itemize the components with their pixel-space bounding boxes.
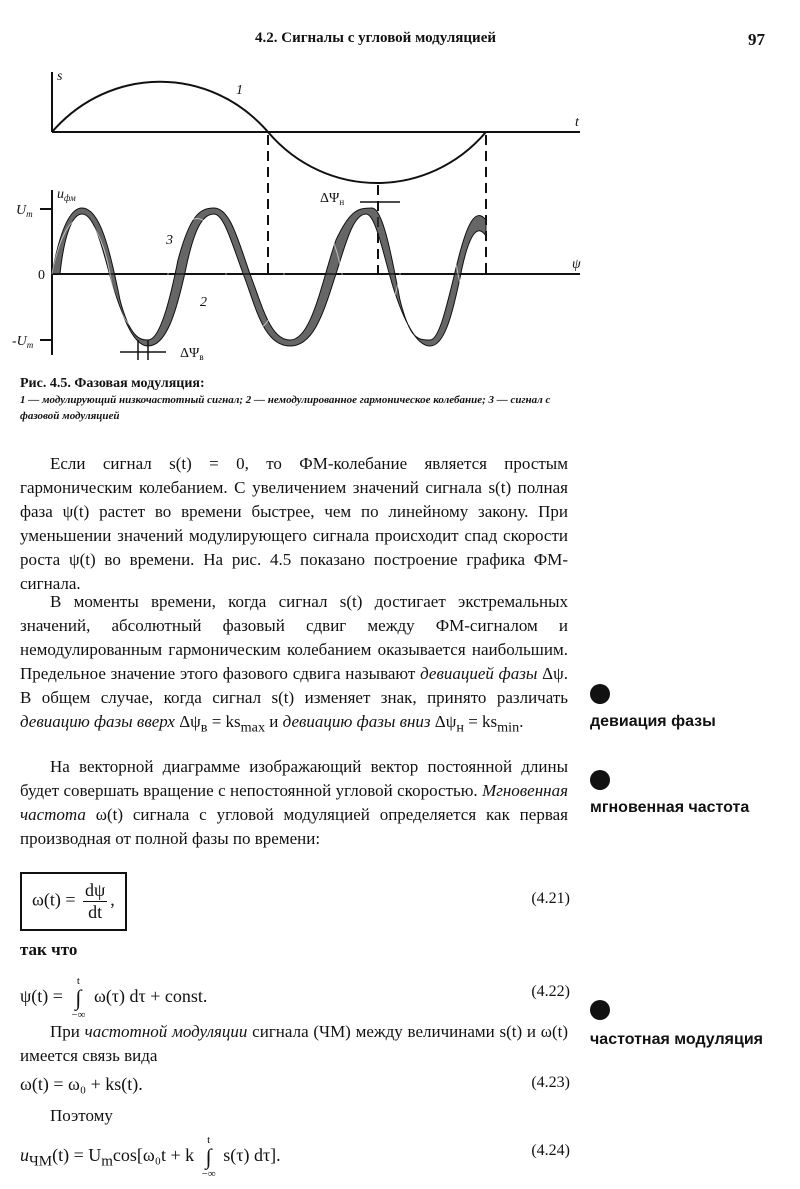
therefore-text: Поэтому <box>50 1106 113 1125</box>
paragraph-1: Если сигнал s(t) = 0, то ФМ-колебание является простым гармоническим колебанием. С увеличением значений сигнала s(t) полная фаза ψ(t) растет во времени быстрее, чем по линейному закону. При уменьшении значений модулирующего сигнала происходит спад скорости роста ψ(t) во времени. На рис. 4.5 показано построение графика ФМ-сигнала. <box>20 454 568 593</box>
dpsi-top-label: $\Delta\Psi_н$ <box>320 191 345 207</box>
margin-bullet-1 <box>590 684 610 704</box>
margin-note-instantaneous-frequency: мгновенная частота <box>590 799 750 816</box>
boxed-formula: ω(t) = $\frac{d\psi}{dt}$ , <box>20 872 127 931</box>
psi-axis-label: ψ <box>572 257 581 272</box>
figure-phase-modulation <box>0 60 600 370</box>
um-label: $U_m$ <box>16 203 33 219</box>
figure-caption <box>20 376 580 424</box>
zero-label: 0 <box>38 268 45 283</box>
margin-bullet-2 <box>590 770 610 790</box>
margin-note-phase-deviation: девиация фазы <box>590 713 716 730</box>
dpsi-bottom-label: $\Delta\Psi_в$ <box>180 346 204 362</box>
neg-um-label: $-U_m$ <box>12 334 34 350</box>
equation-4-23: ω(t) = ω₀ + ks(t). (4.23) <box>20 1074 570 1094</box>
top-axis-label: s <box>57 69 63 84</box>
so-that-text: так что <box>20 940 78 959</box>
paragraph-4: При частотной модуляции сигнала (ЧМ) между величинами s(t) и ω(t) имеется связь вида <box>20 1022 568 1065</box>
paragraph-3: На векторной диаграмме изображающий вектор постоянной длины будет совершать вращение с непостоянной угловой скоростью. Мгновенная частота ω(t) сигнала с угловой модуляцией определяется как первая производная от полной фазы по времени: <box>20 757 568 848</box>
caption-legend: 1 — модулирующий низкочастотный сигнал; 2 — немодулированное гармоническое колебание; 3 — сигнал с фазовой модуляцией <box>20 394 551 422</box>
margin-bullet-3 <box>590 1000 610 1020</box>
label-2: 2 <box>200 295 207 310</box>
paragraph-2: В моменты времени, когда сигнал s(t) достигает экстремальных значений, абсолютный фазовый сдвиг между ФМ-сигналом и немодулированным гармоническим колебанием оказывается наибольшим. Предельное значение этого фазового сдвига называют девиацией фазы Δψ. В общем случае, когда сигнал s(t) изменяет знак, принято различать девиацию фазы вверх $\Delta\psi_в = ks_{max}$ и девиацию фазы вниз $\Delta\psi_н = ks_{min}$. <box>20 592 569 736</box>
margin-note-frequency-modulation: частотная модуляция <box>590 1031 763 1048</box>
equation-4-24: $u_{ЧМ}(t) = U_m\cos[\omega_0t + k$ t ∫ −∞ s(τ) dτ]. (4.24) <box>20 1134 570 1180</box>
top-t-label: t <box>575 115 579 130</box>
curve1-label: 1 <box>236 83 243 98</box>
label-3: 3 <box>166 233 173 248</box>
u-axis-label: $u_{фм}$ <box>57 187 76 203</box>
fm-signal-band <box>52 208 486 346</box>
caption-title: Рис. 4.5. Фазовая модуляция: <box>20 376 205 391</box>
equation-4-22: ψ(t) = t ∫ −∞ ω(τ) dτ + const. (4.22) <box>20 975 570 1021</box>
page-number: 97 <box>748 30 765 49</box>
equation-4-21: ω(t) = $\frac{d\psi}{dt}$ , (4.21) <box>20 872 570 931</box>
running-header: 4.2. Сигналы с угловой модуляцией <box>255 30 496 46</box>
